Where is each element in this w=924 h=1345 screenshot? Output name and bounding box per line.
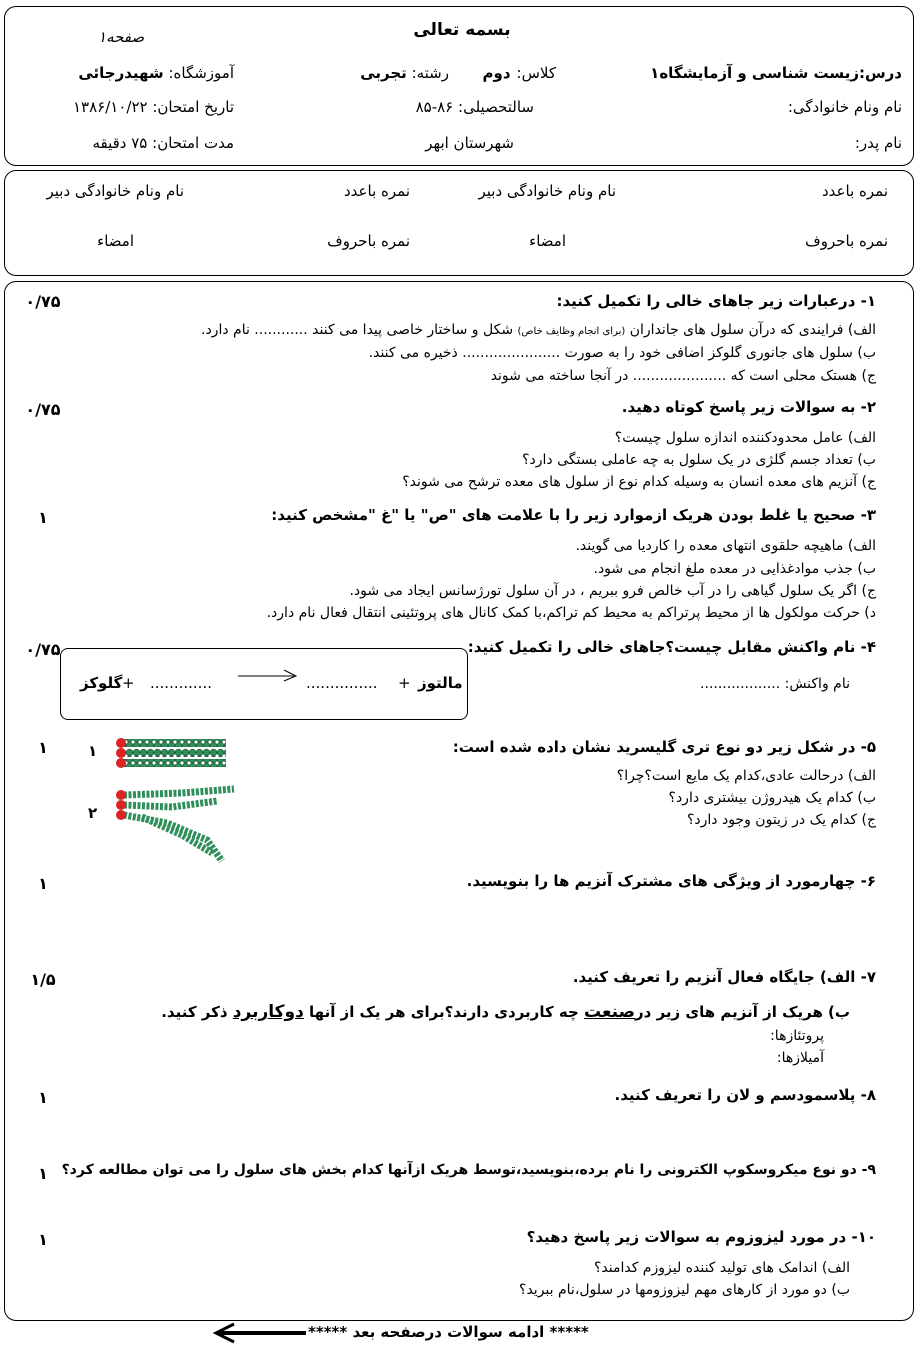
q7-b: ب) هریک از آنزیم های زیر درصنعت چه کاربردی دارند؟برای هر یک از آنها دوکاربرد ذکر کنید. (161, 1002, 850, 1022)
q2-title: ۲- به سوالات زیر پاسخ کوتاه دهید. (621, 398, 876, 416)
q5-c: ج) کدام یک در زیتون وجود دارد؟ (686, 812, 876, 828)
class-field: کلاس:دوم (482, 64, 556, 82)
footer-continue: ***** ادامه سوالات درصفحه بعد ***** (308, 1323, 589, 1341)
q7-amylases: آمیلازها: (776, 1050, 824, 1066)
q4-plus-2: + (122, 674, 135, 692)
figure-label-1: ۱ (88, 742, 98, 760)
course-field: درس:زیست شناسی و آزمایشگاه۱ (650, 64, 902, 82)
page-number: صفحه۱ (98, 28, 145, 46)
q6-title: ۶- چهارمورد از ویژگی های مشترک آنزیم ها را بنویسید. (466, 872, 876, 890)
q3-d: د) حرکت مولکول ها از محیط پرتراکم به محیط کم تراکم،با کمک کانال های پروتئینی انتقال فعال نام دارد. (266, 605, 876, 621)
q2-a: الف) عامل محدودکننده اندازه سلول چیست؟ (614, 430, 876, 446)
q4-score: ۰/۷۵ (25, 640, 61, 659)
unsaturated-chain (142, 817, 212, 853)
teacher-name-2: نام ونام خانوادگی دبیر (46, 182, 184, 200)
score-digits-2: نمره باعدد (344, 182, 410, 200)
q10-title: ۱۰- در مورد لیزوزوم به سوالات زیر پاسخ دهید؟ (526, 1228, 876, 1246)
exam-date: تاریخ امتحان: ۱۳۸۶/۱۰/۲۲ (73, 98, 234, 116)
q6-score: ۱ (38, 874, 48, 893)
q5-a: الف) درحالت عادی،کدام یک مایع است؟چرا؟ (616, 768, 876, 784)
q4-reaction-name: نام واکنش: .................. (700, 676, 850, 692)
q3-a: الف) ماهیچه حلقوی انتهای معده را کاردیا می گویند. (575, 538, 876, 554)
exam-duration: مدت امتحان: ۷۵ دقیقه (92, 134, 234, 152)
unsaturated-chain (124, 801, 217, 807)
q1-score: ۰/۷۵ (25, 292, 61, 311)
student-name-field: نام ونام خانوادگی: (787, 98, 902, 116)
school-year: سالتحصیلی: ۸۶-۸۵ (415, 98, 534, 116)
score-words-2: نمره باحروف (327, 232, 410, 250)
q9-title: ۹- دو نوع میکروسکوپ الکترونی را نام برده،بنویسید،توسط هریک ازآنها کدام بخش های سلول را می توان مطالعه کرد؟ (61, 1162, 876, 1178)
q4-plus-1: + (398, 674, 411, 692)
city: شهرستان ابهر (425, 134, 514, 152)
figure-label-2: ۲ (88, 804, 98, 822)
q7-proteases: پروتئازها: (770, 1028, 824, 1044)
page-title: بسمه تعالی (413, 20, 511, 40)
arrow-left-icon (208, 1322, 308, 1344)
q2-c: ج) آنزیم های معده انسان به وسیله کدام نوع از سلول های معده ترشح می شوند؟ (402, 474, 876, 490)
q5-score: ۱ (38, 738, 48, 757)
q1-title: ۱- درعبارات زیر جاهای خالی را تکمیل کنید: (556, 292, 876, 310)
q2-b: ب) تعداد جسم گلژی در یک سلول به چه عاملی بستگی دارد؟ (522, 452, 876, 468)
q3-title: ۳- صحیح یا غلط بودن هریک ازموارد زیر را با علامت های "ص" یا "غ "مشخص کنید: (271, 506, 876, 524)
q3-score: ۱ (38, 508, 48, 527)
q1-b: ب) سلول های جانوری گلوکز اضافی خود را به صورت ...................... ذخیره می کنند. (368, 345, 876, 361)
q3-b: ب) جذب موادغذایی در معده ملغ انجام می شود. (593, 561, 876, 577)
q4-blank-2: ............. (150, 674, 212, 692)
q5-b: ب) کدام یک هیدروژن بیشتری دارد؟ (668, 790, 876, 806)
signature-1: امضاء (529, 232, 566, 250)
school-field: آموزشگاه: شهیدرجائی (78, 64, 234, 82)
saturated-chain (124, 739, 226, 747)
reaction-arrow-icon (236, 668, 300, 682)
saturated-chain (124, 749, 226, 757)
unsaturated-chain (124, 815, 222, 861)
q10-b: ب) دو مورد از کارهای مهم لیزوزومها در سلول،نام ببرید؟ (519, 1282, 850, 1298)
q8-score: ۱ (38, 1088, 48, 1107)
q7-score: ۱/۵ (30, 970, 56, 989)
q3-c: ج) اگر یک سلول گیاهی را در آب خالص فرو ببریم ، در آن سلول تورژسانس ایجاد می شود. (349, 583, 876, 599)
saturated-chain (124, 759, 226, 767)
score-digits-1: نمره باعدد (822, 182, 888, 200)
q4-maltose: مالتوز (418, 674, 463, 692)
q10-a: الف) اندامک های تولید کننده لیزوزم کدامند؟ (593, 1260, 850, 1276)
score-words-1: نمره باحروف (805, 232, 888, 250)
q4-blank-1: ............... (306, 674, 378, 692)
field-field: رشته: تجربی (360, 64, 449, 82)
q10-score: ۱ (38, 1230, 48, 1249)
q7-title: ۷- الف) جایگاه فعال آنزیم را تعریف کنید. (572, 968, 876, 986)
q8-title: ۸- پلاسمودسم و لان را تعریف کنید. (614, 1086, 876, 1104)
signature-2: امضاء (97, 232, 134, 250)
teacher-name-1: نام ونام خانوادگی دبیر (478, 182, 616, 200)
unsaturated-chain (124, 789, 234, 795)
q1-a: الف) فرایندی که درآن سلول های جانداران (برای انجام وظایف خاص) شکل و ساختار خاصی پیدا می کنند ............ نام دارد. (201, 322, 876, 338)
q4-glucose: گلوکز (80, 674, 123, 692)
q9-score: ۱ (38, 1164, 48, 1183)
q5-title: ۵- در شکل زیر دو نوع تری گلیسرید نشان داده شده است: (452, 738, 876, 756)
q2-score: ۰/۷۵ (25, 400, 61, 419)
q4-title: ۴- نام واکنش مقابل چیست؟جاهای خالی را تکمیل کنید: (467, 638, 876, 656)
father-name-field: نام پدر: (854, 134, 902, 152)
q1-c: ج) هستک محلی است که ..................... در آنجا ساخته می شوند (490, 368, 876, 384)
triglyceride-figure (112, 735, 242, 867)
